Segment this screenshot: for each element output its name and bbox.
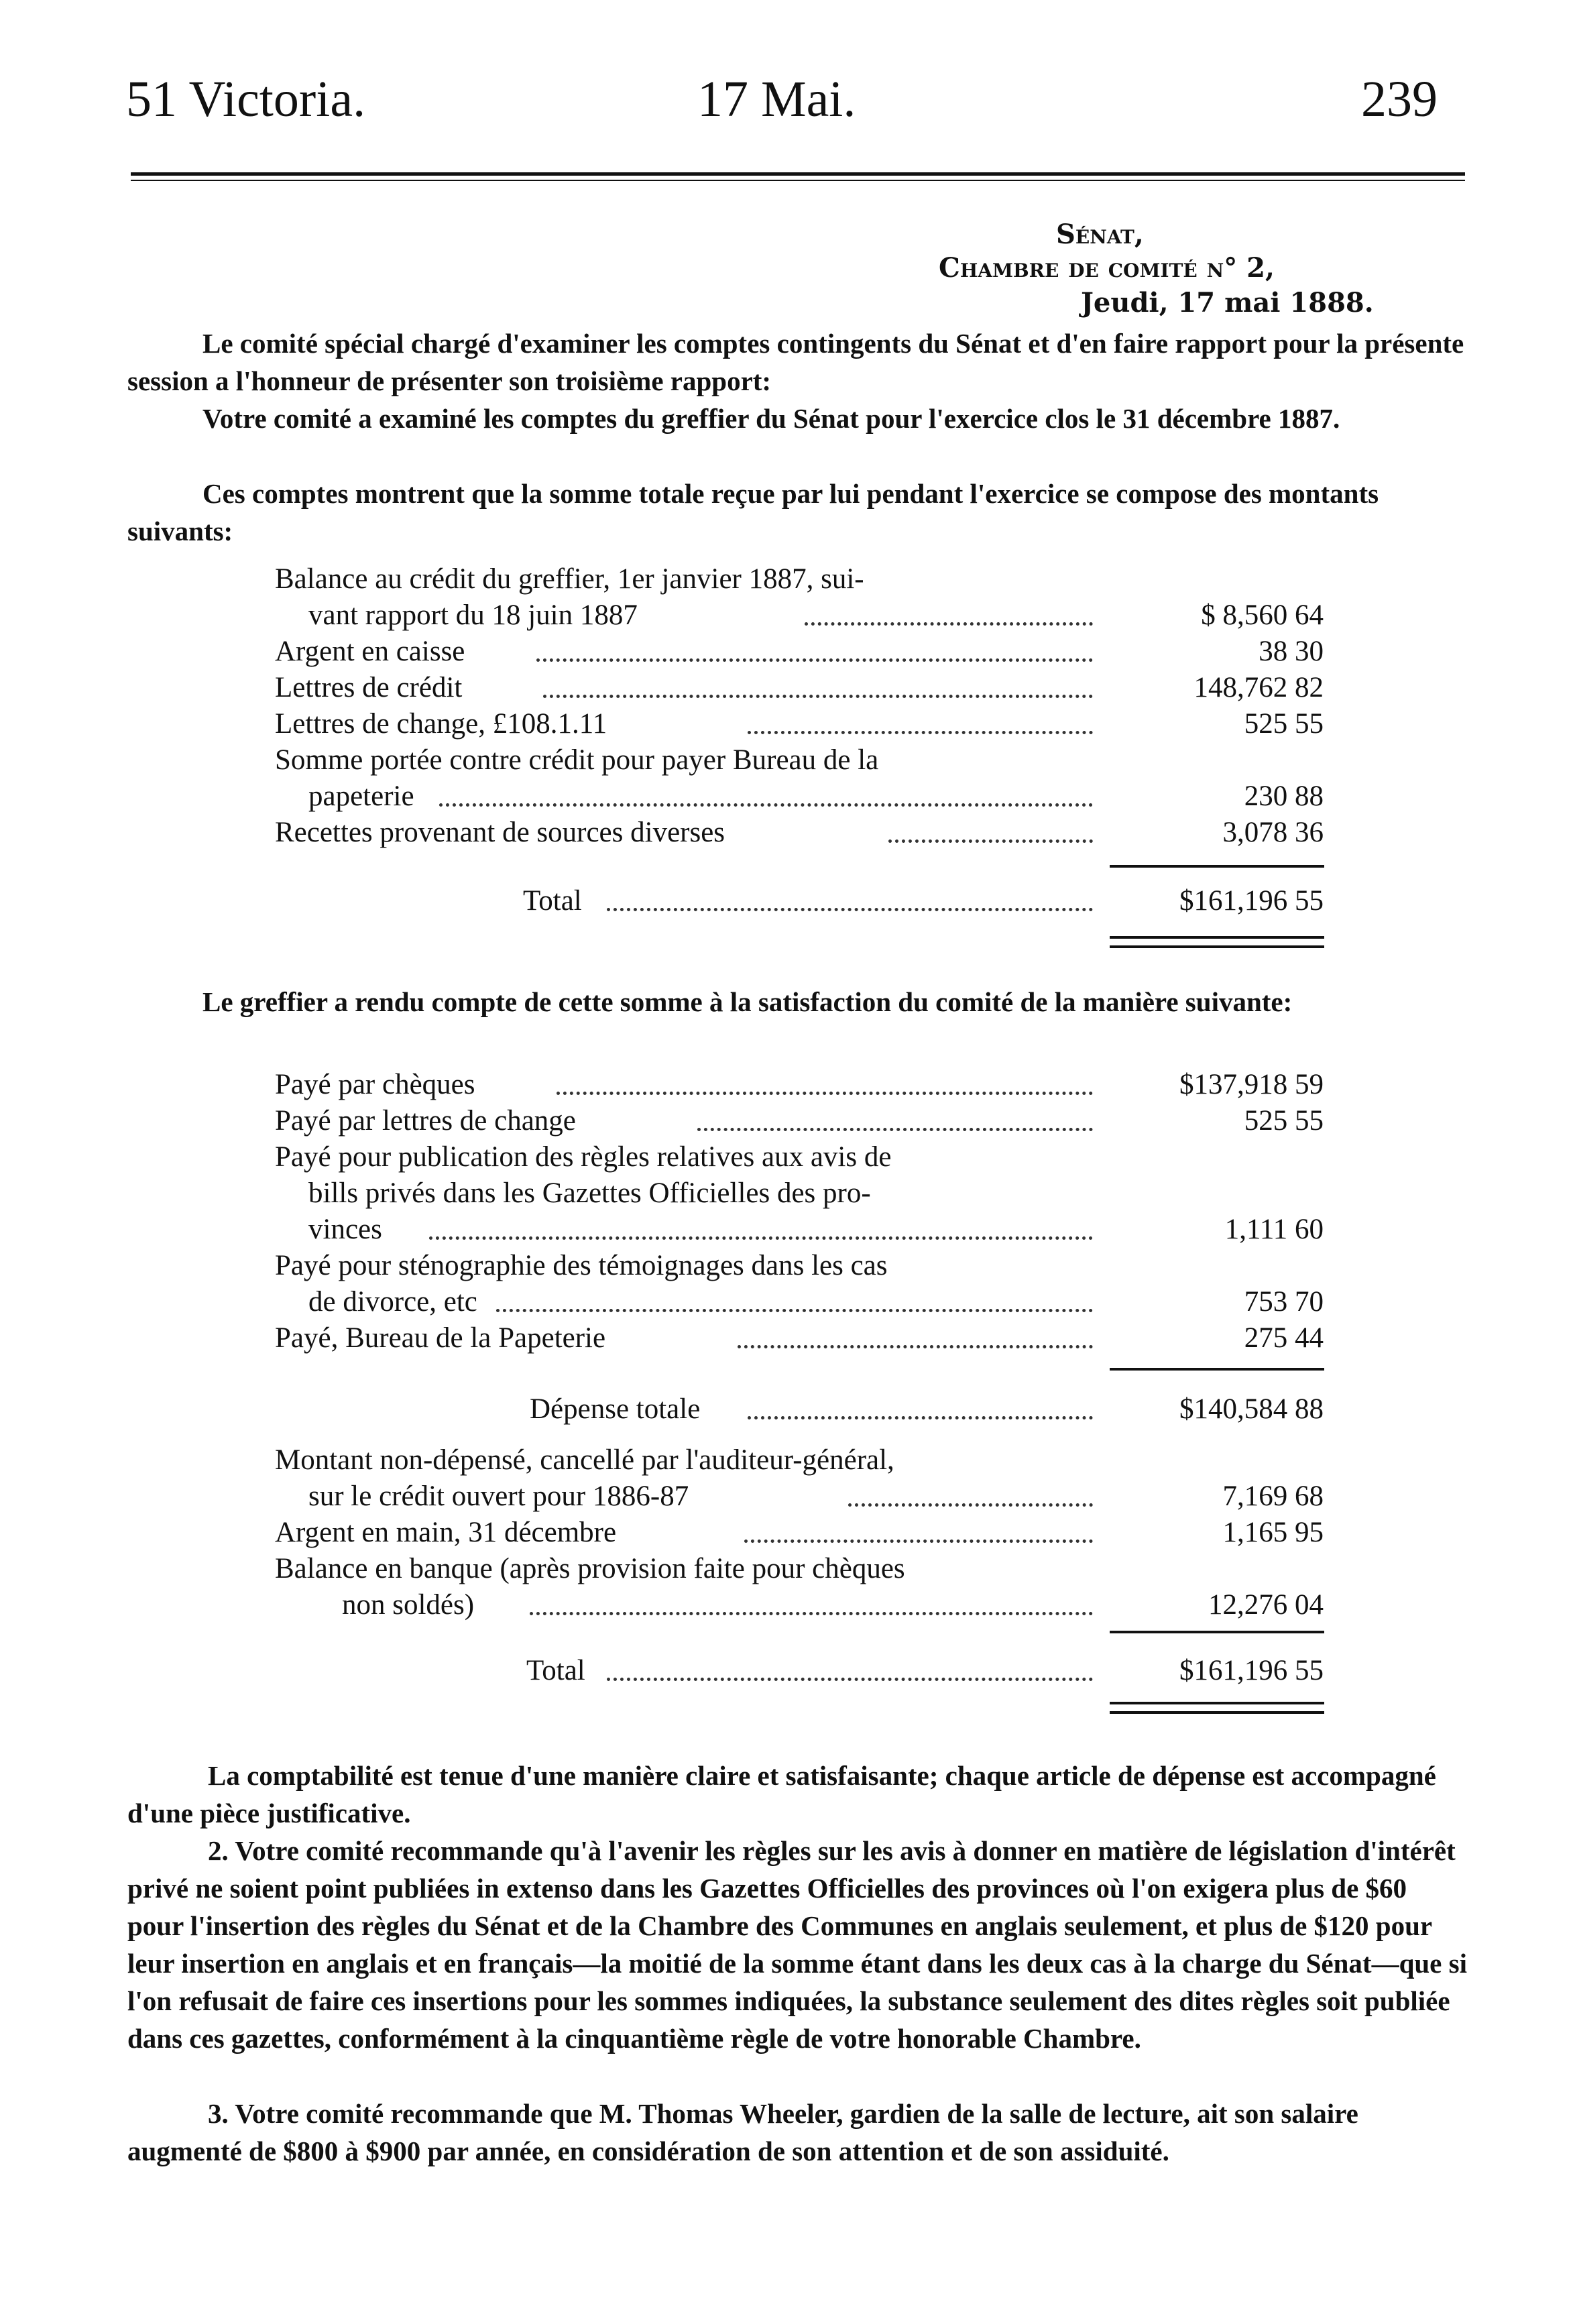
recommendation-3: 3. Votre comité recommande que M. Thomas Wheeler, gardien de la salle de lecture, ait son salaire augmenté de $800 à $900 par année, en considération de son attention et de son assiduité. [127,2098,1358,2166]
header-rule [131,172,1465,176]
double-rule [1110,1711,1324,1714]
receipt-label-line1: Balance au crédit du greffier, 1er janvier 1887, sui- [275,563,864,595]
receipts-total-label: Total [523,885,582,917]
double-rule [1110,1702,1324,1704]
other-amount: 7,169 68 [1222,1480,1324,1512]
receipt-amount: 38 30 [1259,636,1324,667]
expense-total-label: Dépense totale [530,1393,701,1425]
double-rule [1110,936,1324,939]
running-head-date: 17 Mai. [697,71,856,127]
payment-label-line1: Payé pour sténographie des témoignages dans les cas [275,1250,888,1281]
leader-dots [496,1309,1093,1312]
other-label-line2: non soldés) [342,1589,475,1621]
double-rule [1110,945,1324,948]
receipt-label-line2: vant rapport du 18 juin 1887 [308,599,638,631]
receipt-label: Recettes provenant de sources diverses [275,817,725,848]
leader-dots [748,731,1093,734]
payment-amount: 525 55 [1244,1105,1324,1137]
receipt-label-line1: Somme portée contre crédit pour payer Bureau de la [275,744,879,776]
intro-paragraph-2: Votre comité a examiné les comptes du greffier du Sénat pour l'exercice clos le 31 décembre 1887. [202,403,1340,434]
payment-label-line3: vinces [308,1214,382,1245]
payment-amount: 753 70 [1244,1286,1324,1318]
receipt-amount: 148,762 82 [1193,672,1324,703]
sum-rule [1110,1631,1324,1633]
leader-dots [848,1503,1093,1507]
receipt-amount: $ 8,560 64 [1201,599,1324,631]
receipt-label: Lettres de change, £108.1.11 [275,708,607,740]
payment-amount: 275 44 [1244,1322,1324,1354]
leader-dots [557,1092,1093,1095]
leader-dots [530,1612,1093,1615]
payment-label-line2: de divorce, etc [308,1286,477,1318]
other-label: Argent en main, 31 décembre [275,1517,617,1548]
receipt-amount: 230 88 [1244,780,1324,812]
sum-rule [1110,1368,1324,1371]
receipt-label: Argent en caisse [275,636,465,667]
payment-label-line1: Payé pour publication des règles relatives aux avis de [275,1141,892,1173]
other-label-line1: Montant non-dépensé, cancellé par l'auditeur-général, [275,1444,894,1476]
other-label-line1: Balance en banque (après provision faite pour chèques [275,1553,905,1584]
leader-dots [536,658,1093,662]
payment-label-line2: bills privés dans les Gazettes Officielles des pro- [308,1177,871,1209]
payment-amount: $137,918 59 [1179,1069,1324,1100]
payment-amount: 1,111 60 [1224,1214,1324,1245]
receipt-amount: 3,078 36 [1222,817,1324,848]
payments-total-label: Total [526,1655,585,1686]
accounting-intro: Le greffier a rendu compte de cette somme à la satisfaction du comité de la manière suivante: [202,986,1293,1017]
leader-dots [607,1678,1093,1681]
leader-dots [748,1416,1093,1419]
other-amount: 1,165 95 [1222,1517,1324,1548]
intro-paragraph-1: Le comité spécial chargé d'examiner les comptes contingents du Sénat et d'en faire rapport pour la présente session a l'honneur de présenter son troisième rapport: [127,328,1464,396]
header-rule-thin [131,180,1465,181]
leader-dots [439,803,1093,807]
leader-dots [744,1539,1093,1543]
expense-total: $140,584 88 [1179,1393,1324,1425]
sum-rule [1110,865,1324,868]
other-amount: 12,276 04 [1208,1589,1324,1621]
leader-dots [697,1128,1093,1131]
receipt-label-line2: papeterie [308,780,414,812]
leader-dots [738,1345,1093,1348]
other-label-line2: sur le crédit ouvert pour 1886-87 [308,1480,689,1512]
signature-date: Jeudi, 17 mai 1888. [1081,287,1374,318]
leader-dots [429,1236,1093,1240]
page-number: 239 [1361,71,1438,127]
signature-room: Chambre de comité n° 2, [939,252,1275,284]
recommendation-2: 2. Votre comité recommande qu'à l'avenir les règles sur les avis à donner en matière de législation d'intérêt privé ne soient point publiées in extenso dans les Gazettes Officielles des provinces où l'on exigera plus de $60 pour l'insertion des règles du Sénat et de la Chambre des Communes en anglais seulement, et plus de $120 pour leur insertion en anglais et en français—la moitié de la somme étant dans les deux cas à la charge du Sénat—que si l'on refusait de faire ces insertions pour les sommes indiquées, la substance seulement des dites règles soit publiée dans ces gazettes, conformément à la cinquantième règle de votre honorable Chambre. [127,1835,1467,2054]
payment-label: Payé par lettres de change [275,1105,576,1137]
running-head-left: 51 Victoria. [126,71,366,127]
receipts-total: $161,196 55 [1179,885,1324,917]
payment-label: Payé par chèques [275,1069,475,1100]
leader-dots [888,839,1093,843]
leader-dots [543,695,1093,698]
payment-label: Payé, Bureau de la Papeterie [275,1322,606,1354]
receipt-label: Lettres de crédit [275,672,463,703]
leader-dots [805,622,1093,626]
closing-paragraph-1: La comptabilité est tenue d'une manière claire et satisfaisante; chaque article de dépense est accompagné d'une pièce justificative. [127,1760,1436,1828]
leader-dots [607,908,1093,911]
receipt-amount: 525 55 [1244,708,1324,740]
payments-total: $161,196 55 [1179,1655,1324,1686]
signature-body: Sénat, [1056,219,1144,250]
intro-paragraph-3: Ces comptes montrent que la somme totale reçue par lui pendant l'exercice se compose des montants suivants: [127,478,1379,546]
